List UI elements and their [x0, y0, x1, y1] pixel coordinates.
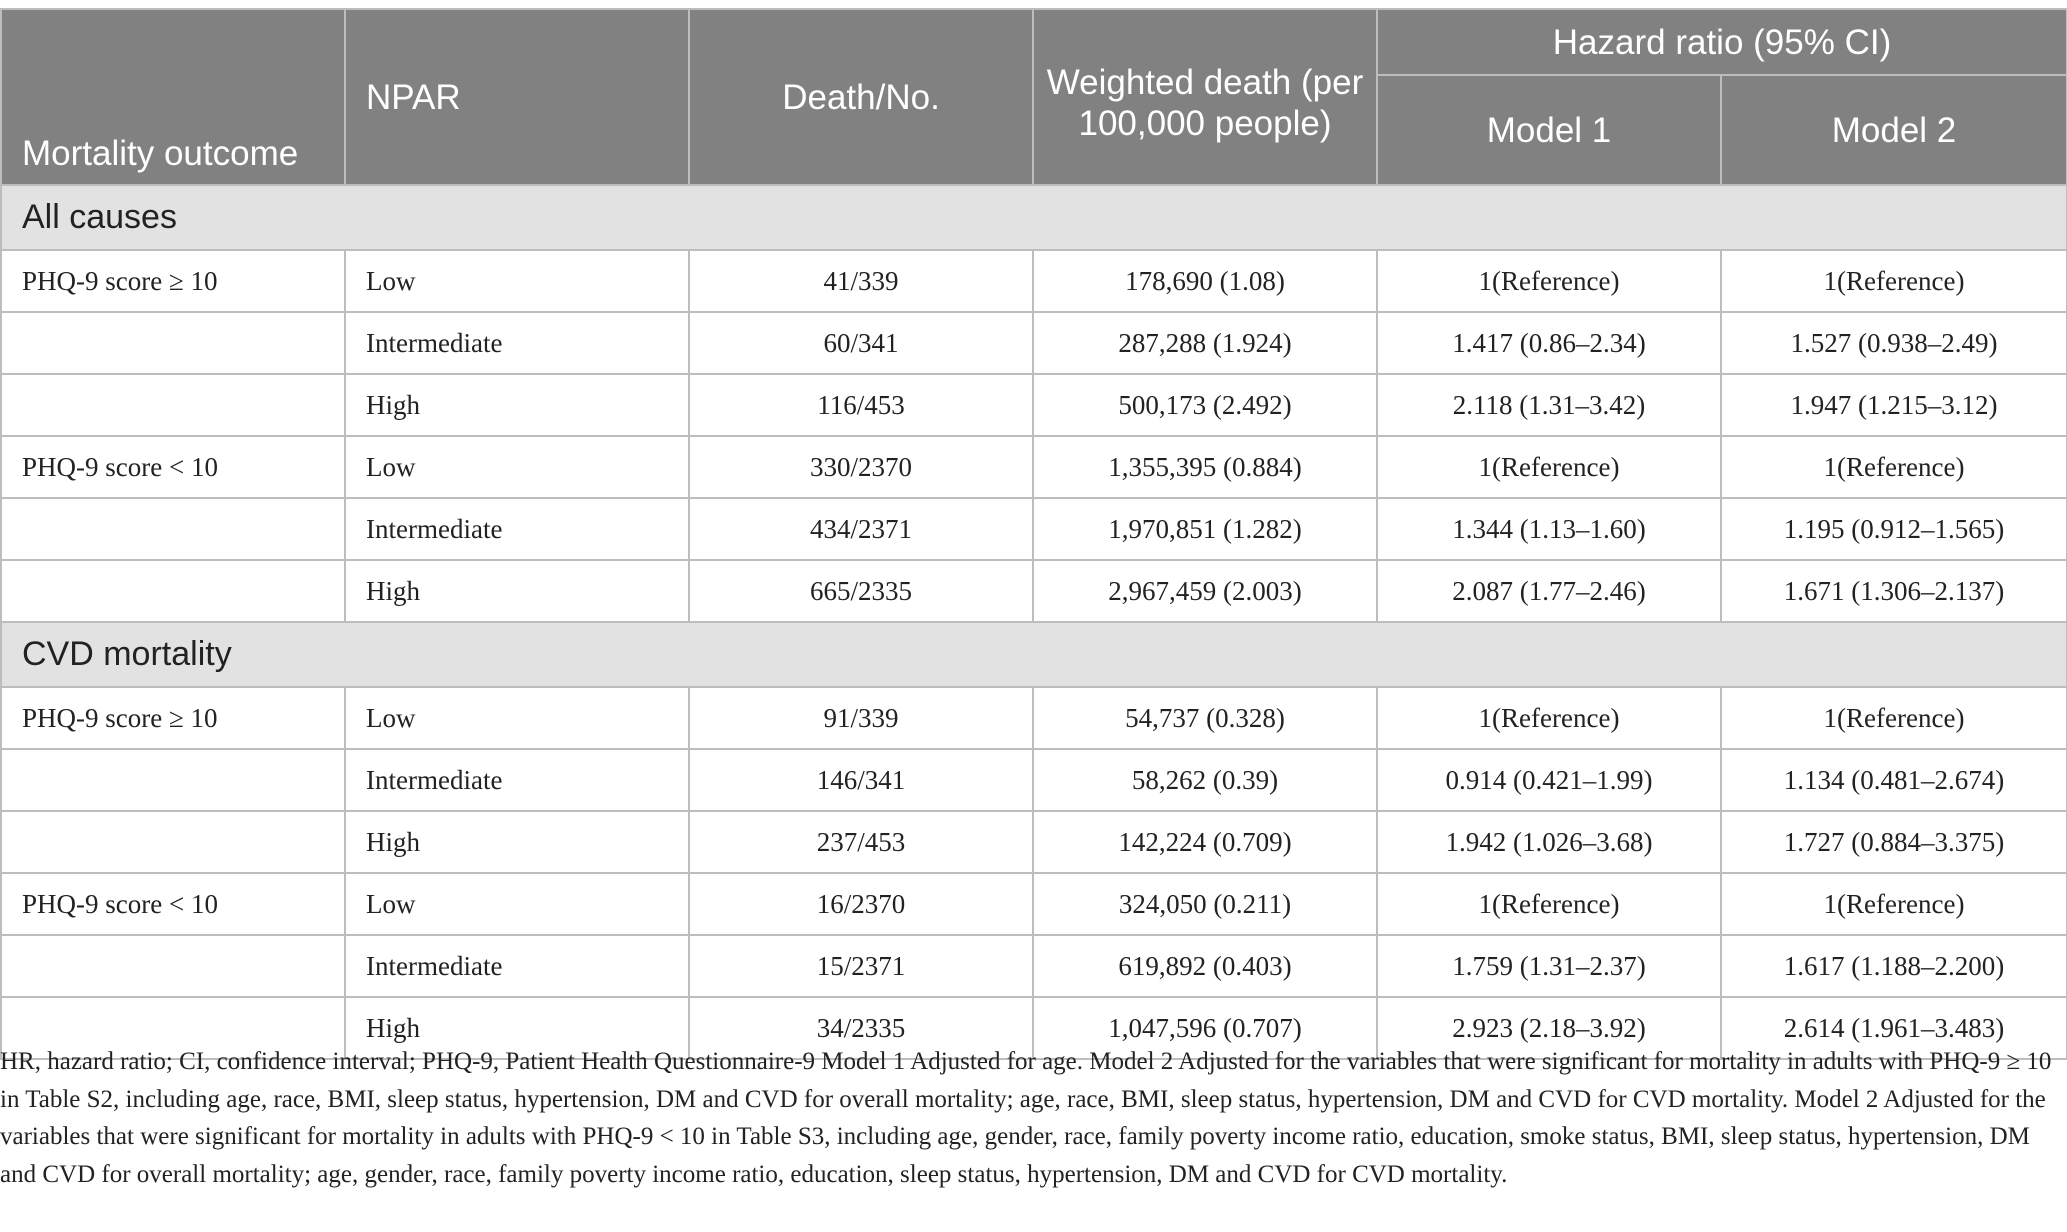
- cell-weighted-death: 142,224 (0.709): [1033, 811, 1377, 873]
- cell-npar: Intermediate: [345, 749, 689, 811]
- cell-weighted-death: 58,262 (0.39): [1033, 749, 1377, 811]
- cell-model-1: 1(Reference): [1377, 250, 1721, 312]
- cell-model-2: 2.614 (1.961–3.483): [1721, 997, 2067, 1059]
- table-row: [1, 436, 2067, 498]
- cell-model-1: 1.344 (1.13–1.60): [1377, 498, 1721, 560]
- mortality-table: [0, 8, 2067, 1060]
- cell-model-2: 1.134 (0.481–2.674): [1721, 749, 2067, 811]
- cell-outcome: [1, 560, 345, 622]
- cell-weighted-death: 2,967,459 (2.003): [1033, 560, 1377, 622]
- cell-model-2: 1(Reference): [1721, 873, 2067, 935]
- cell-death-no: 60/341: [689, 312, 1033, 374]
- cell-weighted-death: 619,892 (0.403): [1033, 935, 1377, 997]
- section-row: [1, 185, 2067, 250]
- table-container: [0, 8, 2066, 1060]
- cell-outcome: PHQ-9 score < 10: [1, 436, 345, 498]
- cell-model-1: 2.118 (1.31–3.42): [1377, 374, 1721, 436]
- section-title: CVD mortality: [1, 622, 2067, 687]
- cell-death-no: 91/339: [689, 687, 1033, 749]
- cell-model-1: 1(Reference): [1377, 873, 1721, 935]
- cell-weighted-death: 287,288 (1.924): [1033, 312, 1377, 374]
- cell-model-2: 1.527 (0.938–2.49): [1721, 312, 2067, 374]
- cell-outcome: [1, 749, 345, 811]
- cell-model-2: 1.727 (0.884–3.375): [1721, 811, 2067, 873]
- table-row: [1, 749, 2067, 811]
- cell-npar: High: [345, 811, 689, 873]
- cell-model-1: 1(Reference): [1377, 687, 1721, 749]
- cell-outcome: PHQ-9 score ≥ 10: [1, 250, 345, 312]
- table-row: [1, 374, 2067, 436]
- table-row: [1, 250, 2067, 312]
- table-body: [1, 185, 2067, 1059]
- section-title: All causes: [1, 185, 2067, 250]
- cell-weighted-death: 500,173 (2.492): [1033, 374, 1377, 436]
- cell-npar: Intermediate: [345, 935, 689, 997]
- cell-model-1: 0.914 (0.421–1.99): [1377, 749, 1721, 811]
- header-mortality-outcome: Mortality outcome: [1, 9, 345, 185]
- cell-death-no: 237/453: [689, 811, 1033, 873]
- cell-npar: Low: [345, 250, 689, 312]
- cell-death-no: 434/2371: [689, 498, 1033, 560]
- header-model-1: Model 1: [1377, 75, 1721, 185]
- header-hazard-ratio: Hazard ratio (95% CI): [1377, 9, 2067, 75]
- section-row: [1, 622, 2067, 687]
- header-model-2: Model 2: [1721, 75, 2067, 185]
- cell-npar: High: [345, 997, 689, 1059]
- header-npar: NPAR: [345, 9, 689, 185]
- cell-weighted-death: 324,050 (0.211): [1033, 873, 1377, 935]
- header-death-no: Death/No.: [689, 9, 1033, 185]
- cell-death-no: 330/2370: [689, 436, 1033, 498]
- cell-model-2: 1(Reference): [1721, 250, 2067, 312]
- cell-weighted-death: 1,970,851 (1.282): [1033, 498, 1377, 560]
- cell-npar: High: [345, 374, 689, 436]
- table-row: [1, 811, 2067, 873]
- cell-model-2: 1.671 (1.306–2.137): [1721, 560, 2067, 622]
- table-footnote: HR, hazard ratio; CI, confidence interval; PHQ-9, Patient Health Questionnaire-9 Model 1 Adjusted for age. Model 2 Adjusted for the variables that were significant for mortality in adults with PHQ-9 ≥ 10 in Table S2, including age, race, BMI, sleep status, hypertension, DM and CVD for overall mortality; age, race, BMI, sleep status, hypertension, DM and CVD for CVD mortality. Model 2 Adjusted for the variables that were significant for mortality in adults with PHQ-9 < 10 in Table S3, including age, gender, race, family poverty income ratio, education, smoke status, BMI, sleep status, hypertension, DM and CVD for overall mortality; age, gender, race, family poverty income ratio, education, sleep status, hypertension, DM and CVD for CVD mortality.: [0, 1048, 2052, 1188]
- cell-death-no: 16/2370: [689, 873, 1033, 935]
- cell-weighted-death: 1,355,395 (0.884): [1033, 436, 1377, 498]
- cell-model-2: 1(Reference): [1721, 687, 2067, 749]
- table-row: [1, 498, 2067, 560]
- cell-outcome: PHQ-9 score ≥ 10: [1, 687, 345, 749]
- cell-model-2: 1.617 (1.188–2.200): [1721, 935, 2067, 997]
- cell-death-no: 34/2335: [689, 997, 1033, 1059]
- cell-model-2: 1.195 (0.912–1.565): [1721, 498, 2067, 560]
- cell-model-1: 2.087 (1.77–2.46): [1377, 560, 1721, 622]
- cell-outcome: PHQ-9 score < 10: [1, 873, 345, 935]
- cell-weighted-death: 1,047,596 (0.707): [1033, 997, 1377, 1059]
- cell-weighted-death: 54,737 (0.328): [1033, 687, 1377, 749]
- cell-outcome: [1, 811, 345, 873]
- cell-death-no: 665/2335: [689, 560, 1033, 622]
- cell-npar: Low: [345, 687, 689, 749]
- cell-npar: Intermediate: [345, 312, 689, 374]
- cell-outcome: [1, 498, 345, 560]
- cell-model-1: 1.942 (1.026–3.68): [1377, 811, 1721, 873]
- cell-model-1: 1(Reference): [1377, 436, 1721, 498]
- cell-npar: Intermediate: [345, 498, 689, 560]
- table-row: [1, 560, 2067, 622]
- cell-model-1: 1.759 (1.31–2.37): [1377, 935, 1721, 997]
- table-row: [1, 873, 2067, 935]
- cell-model-1: 1.417 (0.86–2.34): [1377, 312, 1721, 374]
- cell-npar: Low: [345, 436, 689, 498]
- table-row: [1, 935, 2067, 997]
- cell-model-1: 2.923 (2.18–3.92): [1377, 997, 1721, 1059]
- header-weighted-death: Weighted death (per 100,000 people): [1033, 9, 1377, 185]
- cell-death-no: 41/339: [689, 250, 1033, 312]
- cell-npar: Low: [345, 873, 689, 935]
- cell-outcome: [1, 935, 345, 997]
- cell-outcome: [1, 374, 345, 436]
- cell-weighted-death: 178,690 (1.08): [1033, 250, 1377, 312]
- table-row: [1, 687, 2067, 749]
- table-row: [1, 312, 2067, 374]
- cell-death-no: 15/2371: [689, 935, 1033, 997]
- cell-model-2: 1(Reference): [1721, 436, 2067, 498]
- cell-death-no: 116/453: [689, 374, 1033, 436]
- cell-npar: High: [345, 560, 689, 622]
- cell-outcome: [1, 312, 345, 374]
- table-header: [1, 9, 2067, 185]
- cell-model-2: 1.947 (1.215–3.12): [1721, 374, 2067, 436]
- cell-death-no: 146/341: [689, 749, 1033, 811]
